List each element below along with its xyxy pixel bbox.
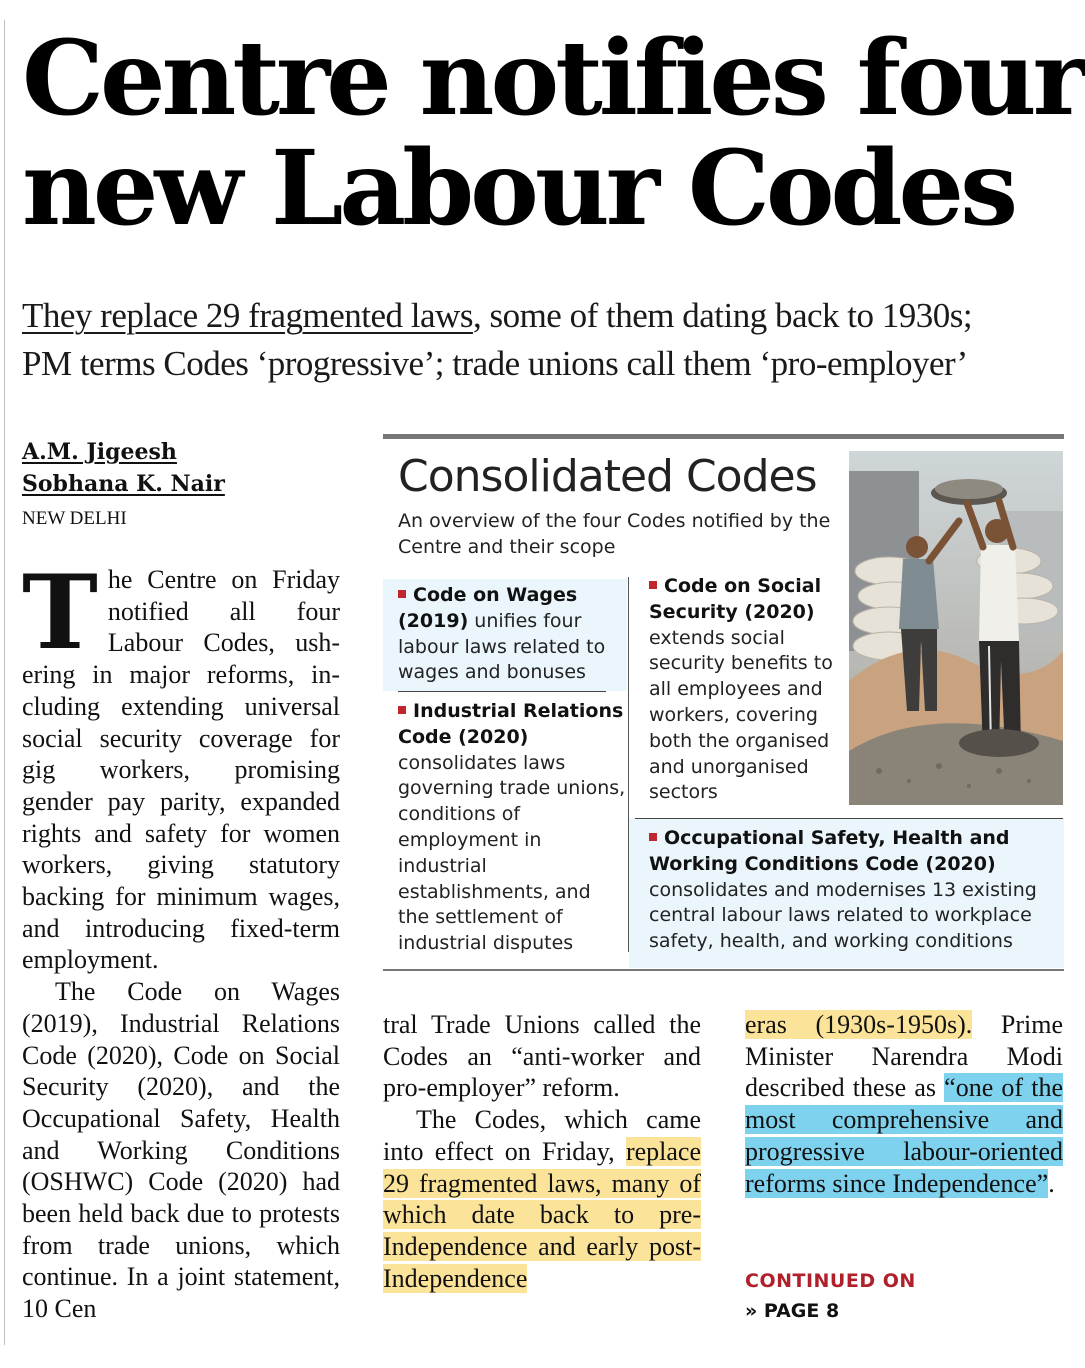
drop-cap: T bbox=[22, 564, 98, 673]
social-security-card bbox=[635, 574, 840, 806]
box-bottom-rule bbox=[383, 969, 1064, 971]
industrial-relations-desc: consolidates laws governing trade unions, conditions of employment in industrial establishments, and the settlement of industrial disputes bbox=[398, 751, 626, 955]
industrial-relations-card bbox=[383, 699, 627, 957]
box-title: Consolidated Codes bbox=[398, 451, 817, 502]
headline-line-1: Centre notifies four bbox=[22, 18, 1083, 139]
box-subtitle: An overview of the four Codes notified by the Centre and their scope bbox=[398, 510, 831, 558]
box-top-rule bbox=[383, 434, 1064, 439]
workers-photo bbox=[849, 451, 1063, 805]
headline bbox=[22, 18, 1083, 249]
code-on-wages-name: Code on Wages (2019) bbox=[398, 584, 578, 632]
article-paragraph-2-cont bbox=[383, 1009, 701, 1104]
headline-line-2: new Labour Codes bbox=[22, 128, 1015, 249]
divider bbox=[398, 691, 606, 692]
consolidated-codes-box bbox=[383, 434, 1064, 972]
occupational-safety-name: Occupational Safety, Health and Working Conditions Code (2020) bbox=[649, 827, 1010, 875]
article-para2-tail: tral Trade Unions called the Codes an “anti-worker and pro-employer” reform. bbox=[383, 1010, 701, 1103]
article-paragraph-2 bbox=[22, 976, 340, 1324]
author-2: Sobhana K. Nair bbox=[22, 471, 225, 497]
red-square-icon bbox=[649, 833, 657, 841]
code-on-wages-card bbox=[383, 579, 627, 691]
page-left-rule bbox=[4, 20, 5, 1345]
deck-rest: , some of them dating back to 1930s; bbox=[472, 296, 973, 335]
para3-plain: The Codes, which came into effect on Friday, bbox=[383, 1105, 701, 1166]
divider bbox=[635, 818, 1063, 819]
highlight-yellow: eras (1930s-1950s). bbox=[745, 1010, 973, 1039]
deck-underlined-phrase: They replace 29 fragmented laws bbox=[22, 296, 473, 335]
code-on-wages-desc: unifies four labour laws related to wages and bonuses bbox=[398, 609, 606, 684]
continued-label: CONTINUED ON bbox=[745, 1270, 916, 1292]
continued-page-link[interactable]: » PAGE 8 bbox=[745, 1300, 840, 1322]
red-square-icon bbox=[398, 590, 406, 598]
social-security-name: Code on Social Security (2020) bbox=[649, 575, 822, 623]
continued-on bbox=[745, 1267, 916, 1327]
para3-after: Prime Minister Narendra Modi described these as bbox=[745, 1010, 1063, 1103]
deck bbox=[22, 292, 1072, 388]
highlight-blue: “one of the most comprehensive and progressive labour-oriented reforms since Independence” bbox=[745, 1073, 1063, 1198]
article-column-3 bbox=[745, 1009, 1063, 1199]
deck-line-2: PM terms Codes ‘progressive’; trade unions call them ‘pro-employer’ bbox=[22, 344, 968, 383]
author-1: A.M. Jigeesh bbox=[22, 439, 177, 465]
para3-end: . bbox=[1048, 1168, 1055, 1198]
article-paragraph-1 bbox=[22, 564, 340, 976]
article-column-1 bbox=[22, 564, 340, 1324]
industrial-relations-name: Industrial Relations Code (2020) bbox=[398, 700, 624, 748]
red-square-icon bbox=[649, 581, 657, 589]
social-security-desc: extends social security benefits to all employees and workers, covering both the organised and unorganised sectors bbox=[649, 626, 833, 804]
occupational-safety-desc: consolidates and modernises 13 existing central labour laws related to workplace safety, health, and working conditions bbox=[649, 878, 1037, 953]
article-paragraph-3-cont bbox=[745, 1009, 1063, 1199]
highlight-yellow: replace 29 fragmented laws, many of which date back to pre-Independence and early post-Independence bbox=[383, 1136, 701, 1293]
occupational-safety-card bbox=[629, 818, 1064, 968]
article-para2-text: The Code on Wages (2019), Industrial Relations Code (2020), Code on Social Security (2020), and the Occupational Safety, Health and Working Conditions (OSHWC) Code (2020) had been held back due to protests from trade unions, which continue. In a joint statement, 10 Cen bbox=[22, 977, 340, 1324]
red-square-icon bbox=[398, 706, 406, 714]
byline bbox=[22, 436, 225, 536]
article-para1-text: he Centre on Friday notified all four Labour Codes, ushering in major reforms, including extending universal social security coverage for gig workers, promising gender pay parity, expanded rights and safety for women workers, giving statutory backing for minimum wages, and introducing fixed-term employment. bbox=[22, 565, 340, 975]
article-column-2 bbox=[383, 1009, 701, 1329]
workers-photo-illustration bbox=[849, 451, 1063, 805]
dateline: NEW DELHI bbox=[22, 508, 127, 529]
article-paragraph-3 bbox=[383, 1104, 701, 1294]
